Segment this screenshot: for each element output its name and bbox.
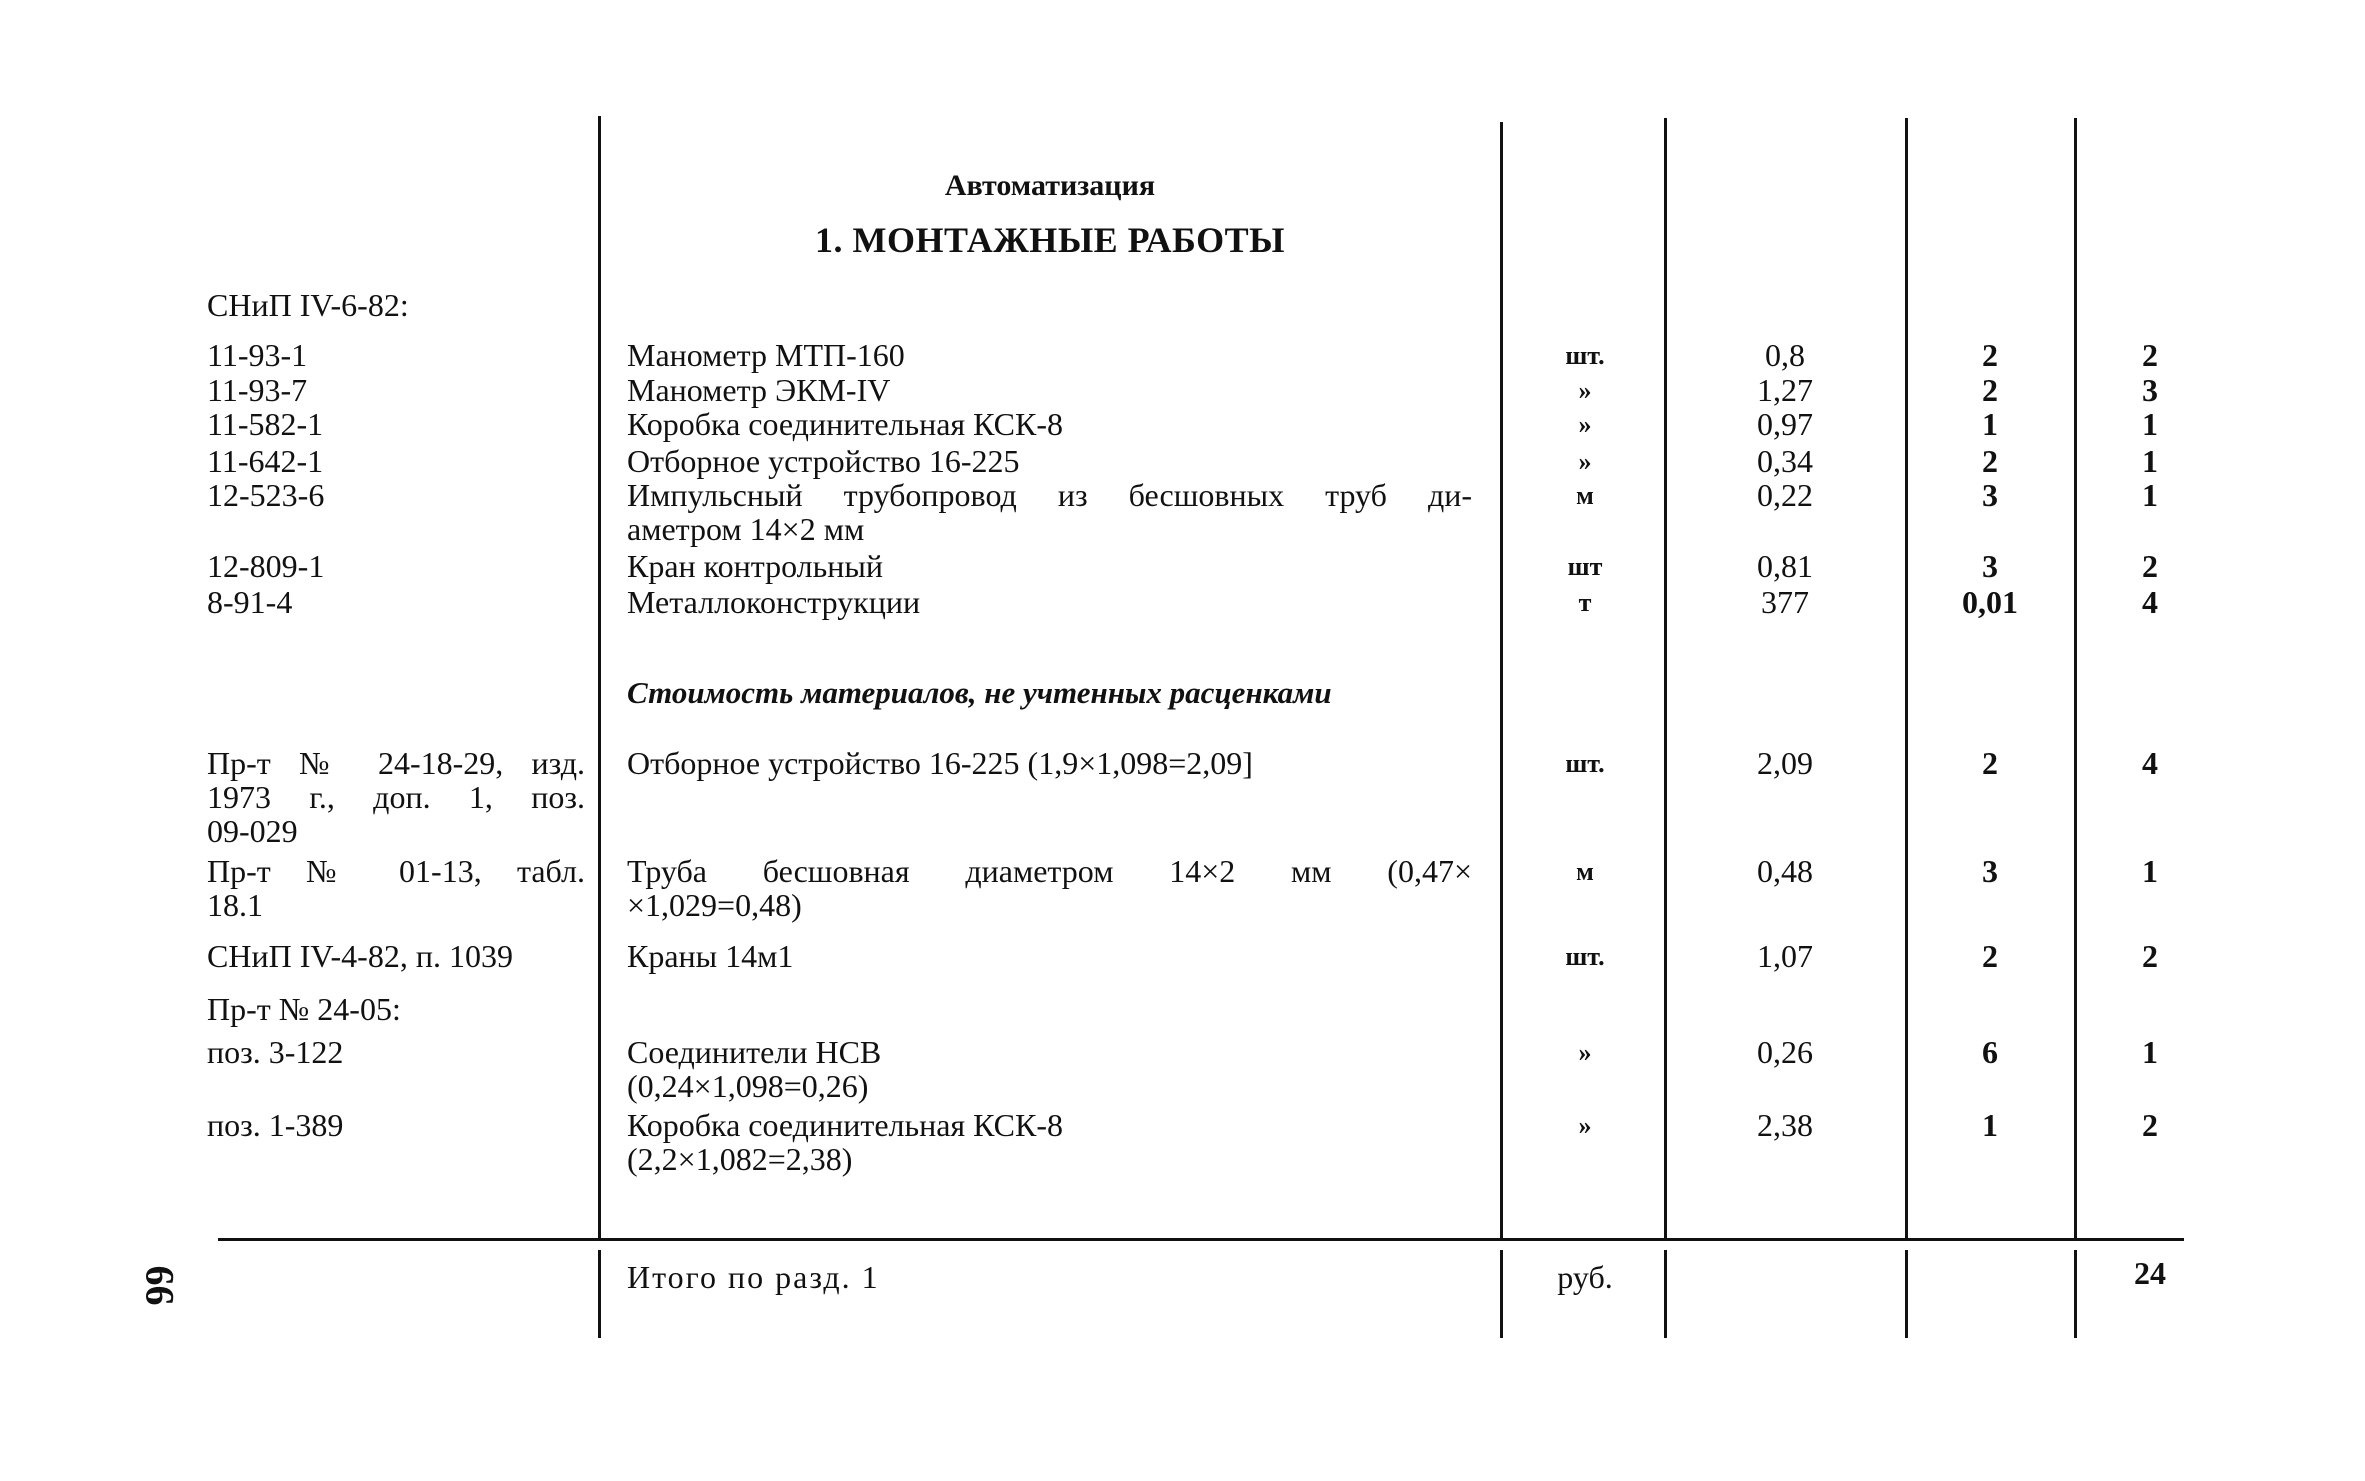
row-code: поз. 3-122 xyxy=(207,1034,344,1070)
row-price: 0,97 xyxy=(1757,406,1813,442)
row-quantity: 6 xyxy=(1982,1034,1998,1070)
total-label: Итого по разд. 1 xyxy=(627,1259,880,1295)
row-description: аметром 14×2 мм xyxy=(627,511,865,547)
row-unit: шт xyxy=(1567,552,1603,581)
row-total: 4 xyxy=(2142,584,2158,620)
column-rule-5 xyxy=(2074,118,2077,1238)
row-code: 11-93-1 xyxy=(207,337,308,373)
column-rule-2 xyxy=(1500,122,1503,1238)
row-description: Коробка соединительная КСК-8 xyxy=(627,406,1064,442)
row-quantity: 2 xyxy=(1982,745,1998,781)
row-price: 1,27 xyxy=(1757,372,1813,408)
row-price: 1,07 xyxy=(1757,938,1813,974)
total-value: 24 xyxy=(2134,1255,2166,1291)
row-quantity: 0,01 xyxy=(1962,584,2018,620)
group-reference: Пр-т № 24-05: xyxy=(207,991,401,1027)
row-price: 0,22 xyxy=(1757,477,1813,513)
row-total: 1 xyxy=(2142,477,2158,513)
row-code: 8-91-4 xyxy=(207,584,293,620)
row-price: 2,38 xyxy=(1757,1107,1813,1143)
row-description: Манометр МТП-160 xyxy=(627,337,905,373)
column-rule-3 xyxy=(1664,118,1667,1238)
row-description: (0,24×1,098=0,26) xyxy=(627,1068,869,1104)
row-unit: » xyxy=(1578,1111,1592,1140)
row-total: 2 xyxy=(2142,1107,2158,1143)
row-price: 0,8 xyxy=(1765,337,1805,373)
row-code: 12-809-1 xyxy=(207,548,325,584)
footer-rule-1 xyxy=(598,1250,601,1338)
row-total: 1 xyxy=(2142,443,2158,479)
row-code: 18.1 xyxy=(207,887,263,923)
section-heading: Автоматизация xyxy=(944,169,1156,202)
row-unit: т xyxy=(1578,588,1592,617)
row-quantity: 2 xyxy=(1982,938,1998,974)
row-code: 11-642-1 xyxy=(207,443,324,479)
row-total: 2 xyxy=(2142,938,2158,974)
row-unit: шт. xyxy=(1565,341,1605,370)
row-total: 3 xyxy=(2142,372,2158,408)
row-quantity: 2 xyxy=(1982,372,1998,408)
row-total: 4 xyxy=(2142,745,2158,781)
page-number: 66 xyxy=(137,1265,183,1306)
row-price: 0,48 xyxy=(1757,853,1813,889)
row-quantity: 3 xyxy=(1982,548,1998,584)
row-price: 0,34 xyxy=(1757,443,1813,479)
row-price: 377 xyxy=(1761,584,1809,620)
row-quantity: 3 xyxy=(1982,853,1998,889)
row-total: 1 xyxy=(2142,1034,2158,1070)
footer-rule-5 xyxy=(2074,1250,2077,1338)
row-code: 09-029 xyxy=(207,813,298,849)
row-total: 1 xyxy=(2142,853,2158,889)
row-quantity: 3 xyxy=(1982,477,1998,513)
row-code: 1973 г., доп. 1, поз. xyxy=(207,779,585,815)
row-total: 1 xyxy=(2142,406,2158,442)
row-unit: » xyxy=(1578,447,1592,476)
total-unit: руб. xyxy=(1557,1259,1613,1295)
row-description: Кран контрольный xyxy=(627,548,883,584)
row-unit: м xyxy=(1576,481,1594,510)
footer-rule-3 xyxy=(1664,1250,1667,1338)
row-code: Пр-т № 24-18-29, изд. xyxy=(207,745,585,781)
row-code: 11-582-1 xyxy=(207,406,324,442)
row-description: Краны 14м1 xyxy=(627,938,794,974)
row-unit: » xyxy=(1578,410,1592,439)
row-code: Пр-т № 01-13, табл. xyxy=(207,853,585,889)
row-description: Отборное устройство 16-225 (1,9×1,098=2,09] xyxy=(627,745,1253,781)
page-title: 1. МОНТАЖНЫЕ РАБОТЫ xyxy=(815,220,1285,260)
row-description: Манометр ЭКМ-IV xyxy=(627,372,891,408)
group-reference: СНиП IV-6-82: xyxy=(207,287,409,323)
row-price: 2,09 xyxy=(1757,745,1813,781)
row-description: Труба бесшовная диаметром 14×2 мм (0,47× xyxy=(627,853,1472,889)
row-price: 0,26 xyxy=(1757,1034,1813,1070)
row-quantity: 2 xyxy=(1982,443,1998,479)
row-description: Отборное устройство 16-225 xyxy=(627,443,1020,479)
footer-rule-2 xyxy=(1500,1250,1503,1338)
row-unit: » xyxy=(1578,1038,1592,1067)
row-price: 0,81 xyxy=(1757,548,1813,584)
row-description: Коробка соединительная КСК-8 xyxy=(627,1107,1064,1143)
row-quantity: 2 xyxy=(1982,337,1998,373)
materials-subheading: Стоимость материалов, не учтенных расценками xyxy=(627,675,1332,710)
row-total: 2 xyxy=(2142,337,2158,373)
row-unit: м xyxy=(1576,857,1594,886)
row-code: СНиП IV-4-82, п. 1039 xyxy=(207,938,513,974)
row-description: Импульсный трубопровод из бесшовных труб ди- xyxy=(627,477,1472,513)
row-total: 2 xyxy=(2142,548,2158,584)
row-unit: » xyxy=(1578,376,1592,405)
row-description: Соединители НСВ xyxy=(627,1034,882,1070)
row-description: ×1,029=0,48) xyxy=(627,887,802,923)
column-rule-4 xyxy=(1905,118,1908,1238)
footer-rule-4 xyxy=(1905,1250,1908,1338)
row-code: 12-523-6 xyxy=(207,477,325,513)
total-separator-line xyxy=(218,1238,2184,1241)
row-description: Металлоконструкции xyxy=(627,584,921,620)
row-code: 11-93-7 xyxy=(207,372,308,408)
column-rule-1 xyxy=(598,116,601,1238)
row-unit: шт. xyxy=(1565,942,1605,971)
row-description: (2,2×1,082=2,38) xyxy=(627,1141,853,1177)
row-quantity: 1 xyxy=(1982,1107,1998,1143)
row-quantity: 1 xyxy=(1982,406,1998,442)
row-code: поз. 1-389 xyxy=(207,1107,344,1143)
row-unit: шт. xyxy=(1565,749,1605,778)
